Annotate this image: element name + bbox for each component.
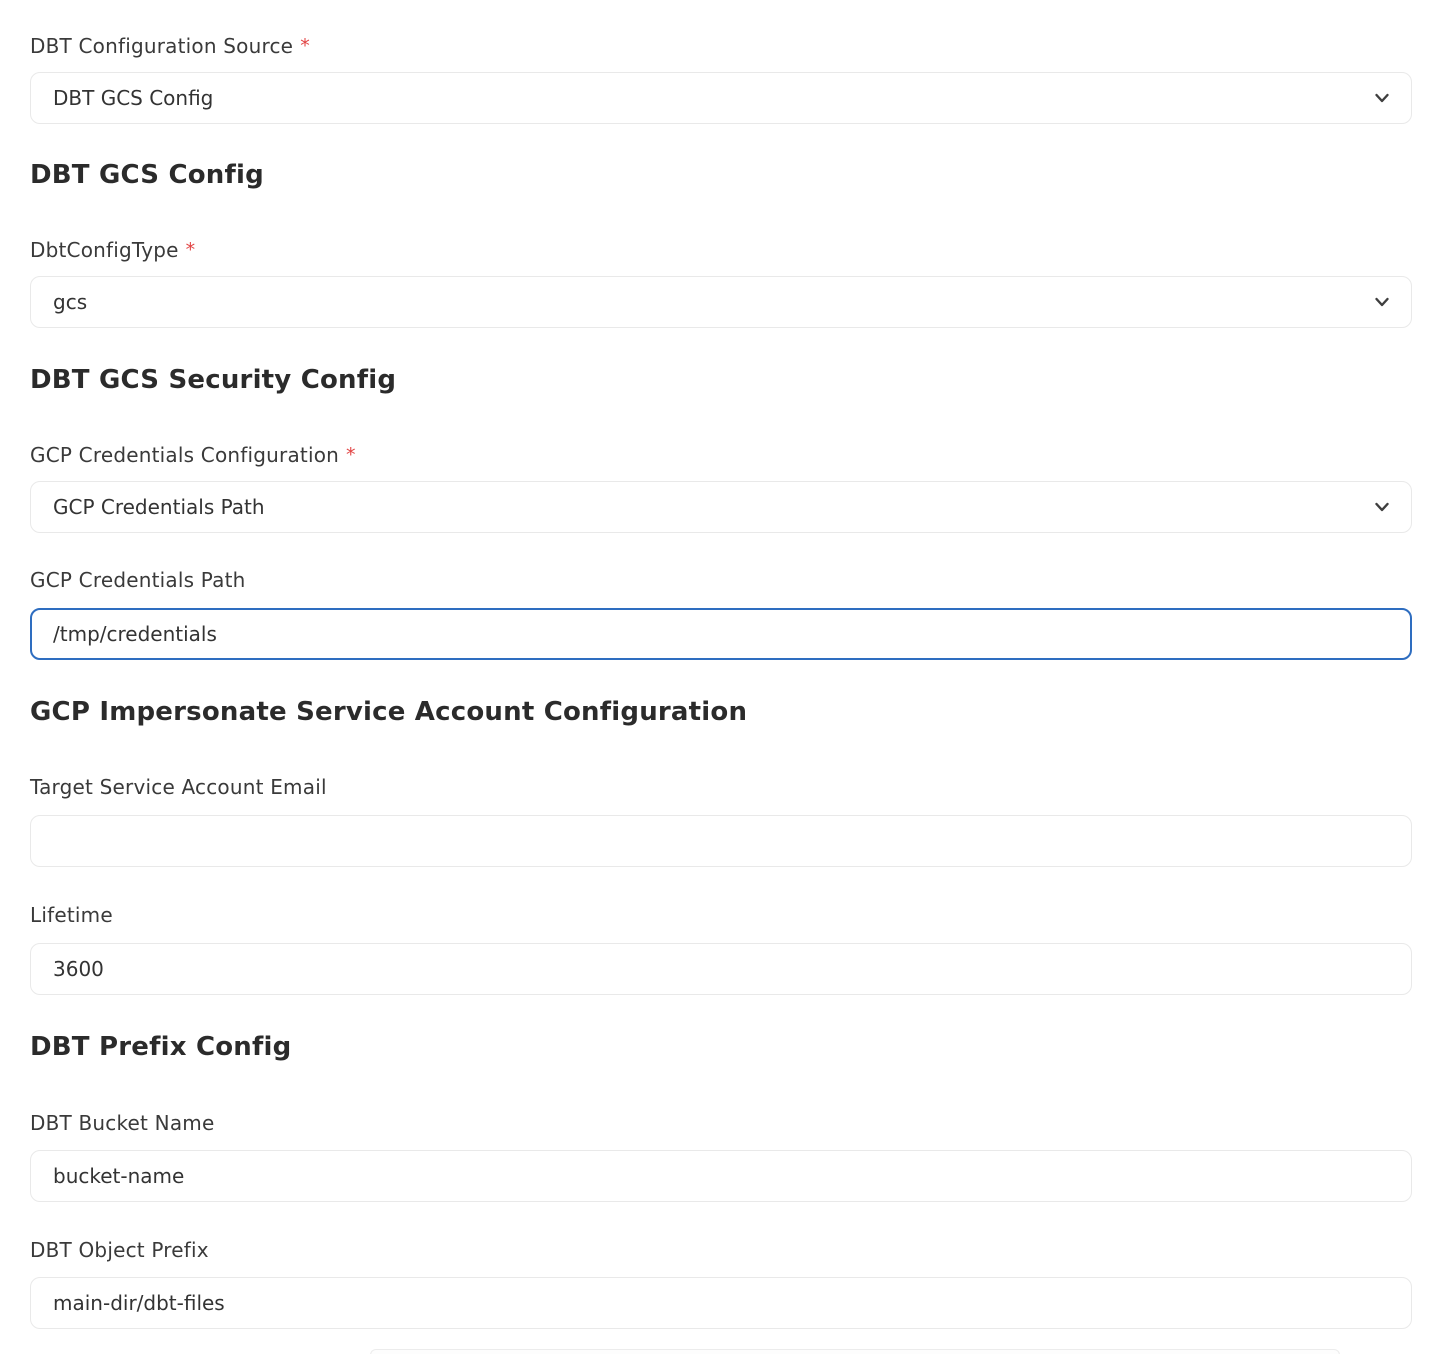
lifetime-label-text: Lifetime <box>30 903 113 927</box>
gcp-credentials-configuration-value: GCP Credentials Path <box>53 495 265 519</box>
dbt-bucket-name-label-text: DBT Bucket Name <box>30 1111 215 1135</box>
dbt-configuration-source-value: DBT GCS Config <box>53 86 214 110</box>
gcp-credentials-configuration-select[interactable] <box>30 481 1412 533</box>
required-asterisk: * <box>185 239 196 261</box>
chevron-down-icon <box>1371 87 1393 109</box>
gcp-credentials-configuration-label-text: GCP Credentials Configuration <box>30 443 340 467</box>
lifetime-label <box>30 902 1412 928</box>
dbt-config-type-label <box>30 237 1412 263</box>
dbt-config-type-select[interactable] <box>30 276 1412 328</box>
dbt-prefix-config-heading: DBT Prefix Config <box>30 1032 292 1062</box>
dbt-configuration-source-select[interactable] <box>30 72 1412 124</box>
dbt-configuration-source-label <box>30 33 1412 59</box>
required-asterisk: * <box>346 444 356 466</box>
chevron-down-icon <box>1371 496 1393 518</box>
bottom-cutoff-panel <box>370 1349 1340 1354</box>
dbt-object-prefix-label <box>30 1237 1412 1263</box>
gcp-credentials-path-input[interactable] <box>30 608 1412 660</box>
required-asterisk: * <box>300 35 310 57</box>
dbt-bucket-name-label <box>30 1110 1412 1136</box>
dbt-config-type-label-text: DbtConfigType <box>30 238 179 262</box>
dbt-config-type-value: gcs <box>53 290 88 314</box>
chevron-down-icon <box>1371 291 1393 313</box>
dbt-bucket-name-input[interactable] <box>30 1150 1412 1202</box>
dbt-gcs-security-config-heading: DBT GCS Security Config <box>30 365 397 395</box>
dbt-object-prefix-label-text: DBT Object Prefix <box>30 1238 209 1262</box>
target-service-account-email-input[interactable] <box>30 815 1412 867</box>
dbt-gcs-config-heading: DBT GCS Config <box>30 160 264 190</box>
dbt-configuration-source-label-text: DBT Configuration Source <box>30 34 294 58</box>
lifetime-input[interactable] <box>30 943 1412 995</box>
gcp-credentials-path-label <box>30 567 1412 593</box>
target-service-account-email-label <box>30 774 1412 800</box>
gcp-credentials-configuration-label <box>30 442 1412 468</box>
gcp-impersonate-heading: GCP Impersonate Service Account Configuration <box>30 697 748 727</box>
target-service-account-email-label-text: Target Service Account Email <box>30 775 327 799</box>
dbt-object-prefix-input[interactable] <box>30 1277 1412 1329</box>
gcp-credentials-path-label-text: GCP Credentials Path <box>30 568 246 592</box>
